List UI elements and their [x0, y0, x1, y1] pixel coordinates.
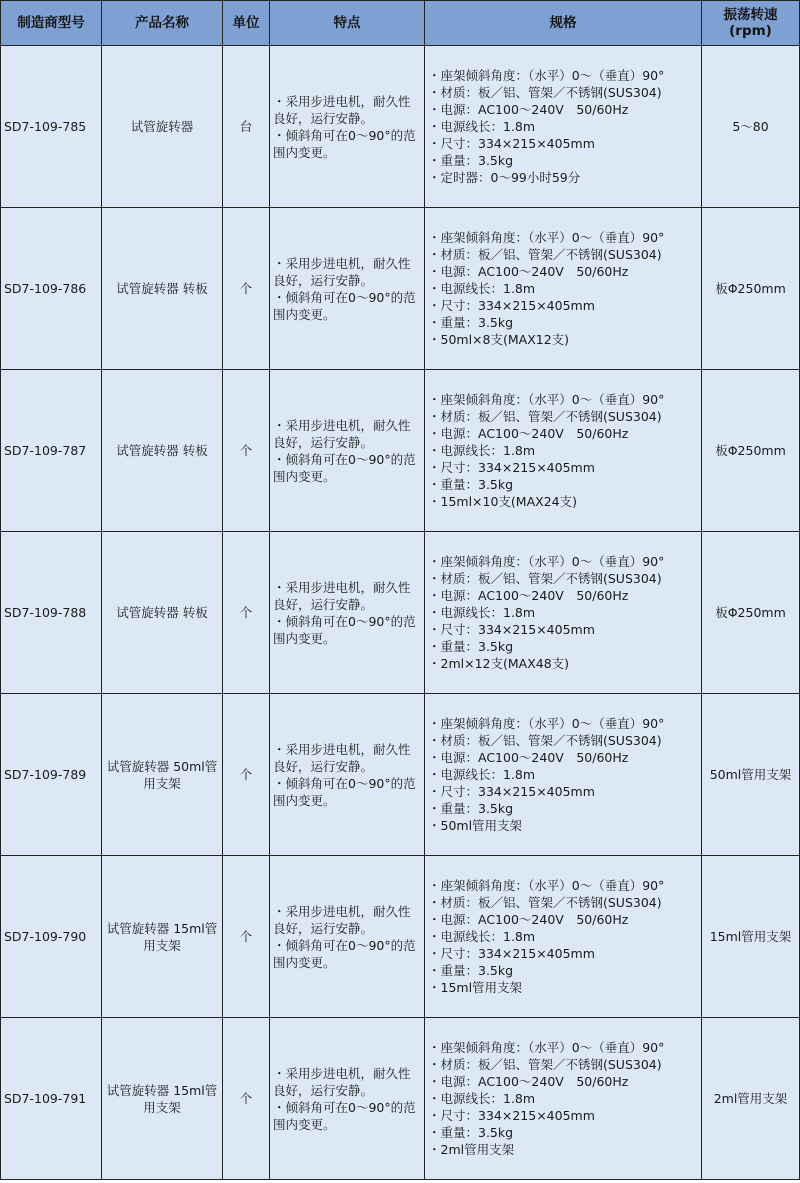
spec-line: ・重量：3.5kg	[428, 477, 514, 492]
specs-cell	[425, 532, 702, 694]
spec-line: ・重量：3.5kg	[428, 153, 514, 168]
speed-cell: 板Φ250mm	[702, 208, 800, 370]
product-name-cell: 试管旋转器 转板	[102, 370, 223, 532]
spec-line: ・座架倾斜角度：（水平）0～（垂直）90°	[428, 230, 665, 245]
spec-line: ・电源线长：1.8m	[428, 605, 536, 620]
model-number-cell: SD7-109-789	[1, 694, 102, 856]
speed-cell: 50ml管用支架	[702, 694, 800, 856]
unit-cell: 个	[223, 370, 270, 532]
spec-line: ・2ml管用支架	[428, 1142, 515, 1157]
model-number-cell: SD7-109-786	[1, 208, 102, 370]
spec-line: ・尺寸：334×215×405mm	[428, 1108, 595, 1123]
feature-line: ・倾斜角可在0～90°的范围内变更。	[273, 613, 416, 646]
unit-cell: 个	[223, 532, 270, 694]
spec-line: ・电源：AC100～240V 50/60Hz	[428, 426, 629, 441]
product-name-cell: 试管旋转器 转板	[102, 208, 223, 370]
feature-line: ・采用步进电机，耐久性良好，运行安静。	[273, 255, 411, 288]
feature-line: ・倾斜角可在0～90°的范围内变更。	[273, 127, 416, 160]
header-row	[1, 1, 800, 46]
speed-cell: 板Φ250mm	[702, 532, 800, 694]
product-name-cell: 试管旋转器 50ml管用支架	[102, 694, 223, 856]
header-product-name: 产品名称	[102, 1, 223, 46]
table-row	[1, 46, 800, 208]
spec-line: ・座架倾斜角度：（水平）0～（垂直）90°	[428, 554, 665, 569]
spec-line: ・电源线长：1.8m	[428, 929, 536, 944]
spec-line: ・尺寸：334×215×405mm	[428, 460, 595, 475]
table-row	[1, 208, 800, 370]
speed-cell: 5～80	[702, 46, 800, 208]
features-cell	[270, 370, 425, 532]
unit-cell: 台	[223, 46, 270, 208]
table-row	[1, 694, 800, 856]
table-body	[1, 46, 800, 1180]
specs-cell	[425, 208, 702, 370]
spec-line: ・2ml×12支(MAX48支)	[428, 656, 570, 671]
spec-line: ・材质：板／铝、管架／不锈钢(SUS304)	[428, 409, 662, 424]
spec-line: ・50ml管用支架	[428, 818, 523, 833]
unit-cell: 个	[223, 1018, 270, 1180]
specs-cell	[425, 856, 702, 1018]
feature-line: ・采用步进电机，耐久性良好，运行安静。	[273, 903, 411, 936]
speed-cell: 板Φ250mm	[702, 370, 800, 532]
features-cell	[270, 1018, 425, 1180]
spec-line: ・电源：AC100～240V 50/60Hz	[428, 102, 629, 117]
feature-line: ・采用步进电机，耐久性良好，运行安静。	[273, 417, 411, 450]
specs-cell	[425, 46, 702, 208]
spec-line: ・尺寸：334×215×405mm	[428, 622, 595, 637]
table-row	[1, 370, 800, 532]
header-features: 特点	[270, 1, 425, 46]
table-row	[1, 1018, 800, 1180]
spec-line: ・重量：3.5kg	[428, 315, 514, 330]
unit-cell: 个	[223, 208, 270, 370]
spec-line: ・15ml管用支架	[428, 980, 523, 995]
spec-line: ・尺寸：334×215×405mm	[428, 136, 595, 151]
spec-line: ・电源：AC100～240V 50/60Hz	[428, 264, 629, 279]
spec-line: ・材质：板／铝、管架／不锈钢(SUS304)	[428, 895, 662, 910]
feature-line: ・倾斜角可在0～90°的范围内变更。	[273, 937, 416, 970]
features-cell	[270, 532, 425, 694]
spec-line: ・座架倾斜角度：（水平）0～（垂直）90°	[428, 878, 665, 893]
speed-cell: 15ml管用支架	[702, 856, 800, 1018]
feature-line: ・采用步进电机，耐久性良好，运行安静。	[273, 741, 411, 774]
feature-line: ・倾斜角可在0～90°的范围内变更。	[273, 775, 416, 808]
features-cell	[270, 694, 425, 856]
specs-cell	[425, 1018, 702, 1180]
spec-line: ・座架倾斜角度：（水平）0～（垂直）90°	[428, 68, 665, 83]
feature-line: ・倾斜角可在0～90°的范围内变更。	[273, 289, 416, 322]
spec-line: ・座架倾斜角度：（水平）0～（垂直）90°	[428, 392, 665, 407]
spec-line: ・重量：3.5kg	[428, 1125, 514, 1140]
product-name-cell: 试管旋转器	[102, 46, 223, 208]
unit-cell: 个	[223, 856, 270, 1018]
header-specs: 规格	[425, 1, 702, 46]
model-number-cell: SD7-109-791	[1, 1018, 102, 1180]
spec-line: ・电源：AC100～240V 50/60Hz	[428, 912, 629, 927]
feature-line: ・倾斜角可在0～90°的范围内变更。	[273, 451, 416, 484]
feature-line: ・倾斜角可在0～90°的范围内变更。	[273, 1099, 416, 1132]
spec-line: ・尺寸：334×215×405mm	[428, 784, 595, 799]
feature-line: ・采用步进电机，耐久性良好，运行安静。	[273, 93, 411, 126]
spec-line: ・材质：板／铝、管架／不锈钢(SUS304)	[428, 571, 662, 586]
product-name-cell: 试管旋转器 15ml管用支架	[102, 1018, 223, 1180]
spec-line: ・电源：AC100～240V 50/60Hz	[428, 750, 629, 765]
spec-line: ・重量：3.5kg	[428, 963, 514, 978]
table-row	[1, 856, 800, 1018]
spec-line: ・电源线长：1.8m	[428, 443, 536, 458]
product-name-cell: 试管旋转器 转板	[102, 532, 223, 694]
spec-line: ・重量：3.5kg	[428, 801, 514, 816]
specs-cell	[425, 694, 702, 856]
feature-line: ・采用步进电机，耐久性良好，运行安静。	[273, 1065, 411, 1098]
spec-line: ・材质：板／铝、管架／不锈钢(SUS304)	[428, 247, 662, 262]
spec-line: ・材质：板／铝、管架／不锈钢(SUS304)	[428, 85, 662, 100]
spec-line: ・电源线长：1.8m	[428, 281, 536, 296]
features-cell	[270, 856, 425, 1018]
spec-line: ・电源线长：1.8m	[428, 1091, 536, 1106]
spec-line: ・定时器：0～99小时59分	[428, 170, 581, 185]
model-number-cell: SD7-109-790	[1, 856, 102, 1018]
spec-line: ・电源线长：1.8m	[428, 767, 536, 782]
header-unit: 单位	[223, 1, 270, 46]
spec-line: ・50ml×8支(MAX12支)	[428, 332, 570, 347]
spec-line: ・电源：AC100～240V 50/60Hz	[428, 1074, 629, 1089]
table-row	[1, 532, 800, 694]
feature-line: ・采用步进电机，耐久性良好，运行安静。	[273, 579, 411, 612]
product-name-cell: 试管旋转器 15ml管用支架	[102, 856, 223, 1018]
speed-cell: 2ml管用支架	[702, 1018, 800, 1180]
spec-line: ・15ml×10支(MAX24支)	[428, 494, 577, 509]
spec-line: ・电源线长：1.8m	[428, 119, 536, 134]
spec-line: ・座架倾斜角度：（水平）0～（垂直）90°	[428, 716, 665, 731]
spec-line: ・尺寸：334×215×405mm	[428, 946, 595, 961]
spec-line: ・重量：3.5kg	[428, 639, 514, 654]
spec-line: ・材质：板／铝、管架／不锈钢(SUS304)	[428, 733, 662, 748]
unit-cell: 个	[223, 694, 270, 856]
features-cell	[270, 208, 425, 370]
spec-line: ・座架倾斜角度：（水平）0～（垂直）90°	[428, 1040, 665, 1055]
features-cell	[270, 46, 425, 208]
spec-line: ・材质：板／铝、管架／不锈钢(SUS304)	[428, 1057, 662, 1072]
header-model: 制造商型号	[1, 1, 102, 46]
model-number-cell: SD7-109-788	[1, 532, 102, 694]
model-number-cell: SD7-109-785	[1, 46, 102, 208]
model-number-cell: SD7-109-787	[1, 370, 102, 532]
spec-line: ・尺寸：334×215×405mm	[428, 298, 595, 313]
header-speed: 振荡转速 (rpm)	[702, 1, 800, 46]
spec-line: ・电源：AC100～240V 50/60Hz	[428, 588, 629, 603]
specs-cell	[425, 370, 702, 532]
